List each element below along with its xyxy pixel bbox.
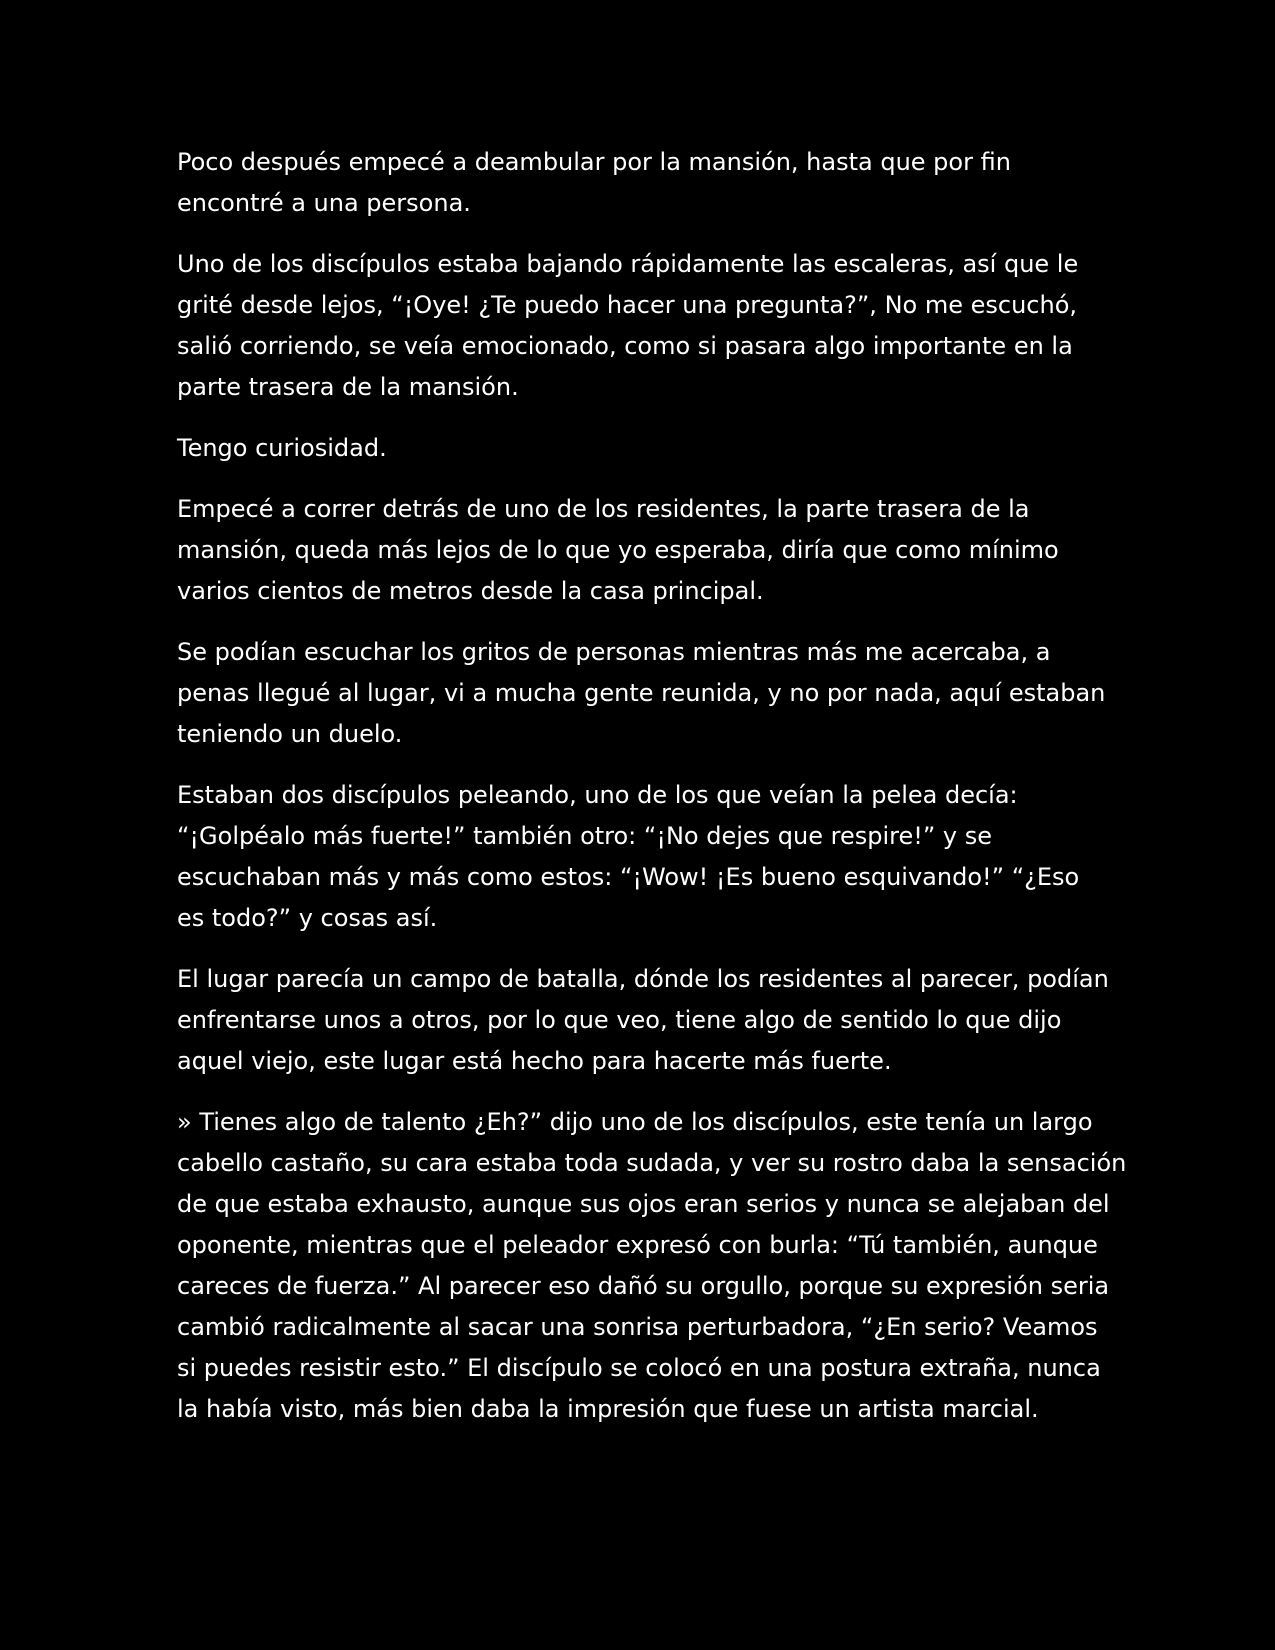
text-line: salió corriendo, se veía emocionado, como si pasara algo importante en la (177, 332, 1073, 360)
paragraph-2 (177, 244, 1107, 408)
text-line: careces de fuerza.” Al parecer eso dañó su orgullo, porque su expresión seria (177, 1272, 1110, 1300)
document-body (177, 142, 1127, 1450)
text-line: oponente, mientras que el peleador expresó con burla: “Tú también, aunque (177, 1231, 1098, 1259)
text-line: de que estaba exhausto, aunque sus ojos eran serios y nunca se alejaban del (177, 1190, 1110, 1218)
paragraph-5 (177, 632, 1107, 755)
text-line: si puedes resistir esto.” El discípulo se colocó en una postura extraña, nunca (177, 1354, 1101, 1382)
text-line: Poco después empecé a deambular por la mansión, hasta que por fin (177, 148, 1011, 176)
text-line: grité desde lejos, “¡Oye! ¿Te puedo hacer una pregunta?”, No me escuchó, (177, 291, 1077, 319)
paragraph-3 (177, 428, 1107, 469)
text-line: es todo?” y cosas así. (177, 904, 438, 932)
text-line: Tengo curiosidad. (177, 434, 387, 462)
text-line: enfrentarse unos a otros, por lo que veo, tiene algo de sentido lo que dijo (177, 1006, 1062, 1034)
paragraph-1 (177, 142, 1107, 224)
text-line: teniendo un duelo. (177, 720, 403, 748)
text-line: El lugar parecía un campo de batalla, dónde los residentes al parecer, podían (177, 965, 1109, 993)
text-line: aquel viejo, este lugar está hecho para hacerte más fuerte. (177, 1047, 892, 1075)
paragraph-7 (177, 959, 1107, 1082)
paragraph-6 (177, 775, 1107, 939)
text-line: “¡Golpéalo más fuerte!” también otro: “¡No dejes que respire!” y se (177, 822, 993, 850)
text-line: encontré a una persona. (177, 189, 471, 217)
text-line: escuchaban más y más como estos: “¡Wow! ¡Es bueno esquivando!” “¿Eso (177, 863, 1080, 891)
text-line: Uno de los discípulos estaba bajando rápidamente las escaleras, así que le (177, 250, 1079, 278)
text-line: penas llegué al lugar, vi a mucha gente reunida, y no por nada, aquí estaban (177, 679, 1106, 707)
text-line: Estaban dos discípulos peleando, uno de los que veían la pelea decía: (177, 781, 1018, 809)
text-line: Se podían escuchar los gritos de personas mientras más me acercaba, a (177, 638, 1051, 666)
text-line: » Tienes algo de talento ¿Eh?” dijo uno de los discípulos, este tenía un largo (177, 1108, 1093, 1136)
text-line: Empecé a correr detrás de uno de los residentes, la parte trasera de la (177, 495, 1030, 523)
text-line: parte trasera de la mansión. (177, 373, 519, 401)
text-line: mansión, queda más lejos de lo que yo esperaba, diría que como mínimo (177, 536, 1059, 564)
paragraph-8 (177, 1102, 1127, 1430)
text-line: cambió radicalmente al sacar una sonrisa perturbadora, “¿En serio? Veamos (177, 1313, 1098, 1341)
text-line: cabello castaño, su cara estaba toda sudada, y ver su rostro daba la sensación (177, 1149, 1127, 1177)
text-line: la había visto, más bien daba la impresión que fuese un artista marcial. (177, 1395, 1039, 1423)
paragraph-4 (177, 489, 1107, 612)
text-line: varios cientos de metros desde la casa principal. (177, 577, 764, 605)
